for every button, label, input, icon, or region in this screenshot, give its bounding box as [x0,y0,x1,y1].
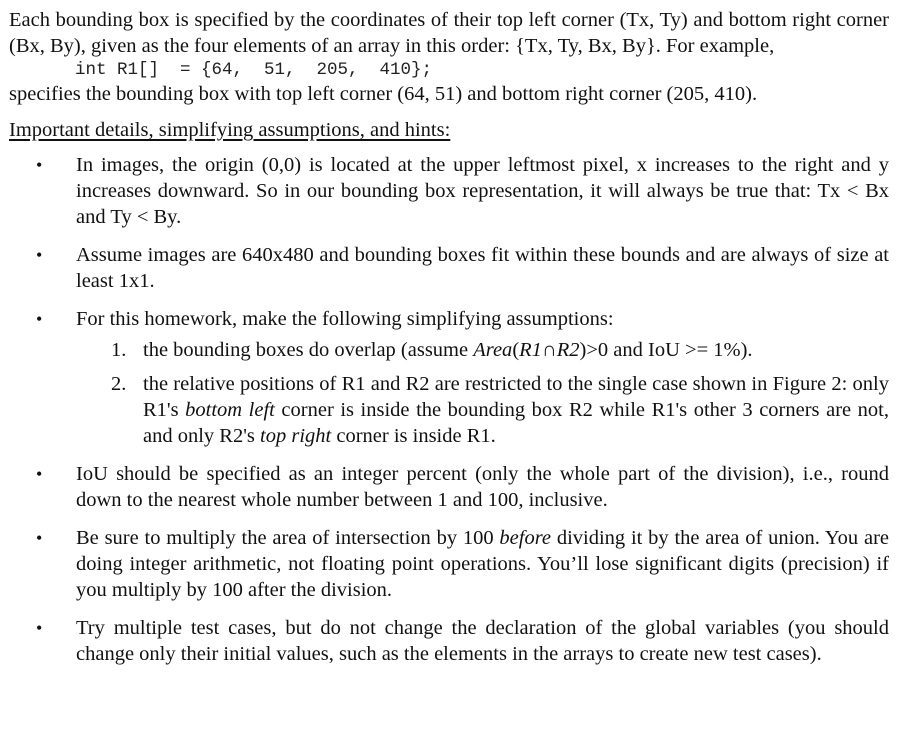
math-r1: R1 [519,339,542,361]
section-heading: Important details, simplifying assumptions, and hints: [9,119,451,141]
bullet-icon: • [36,528,43,548]
bullet-icon: • [36,464,43,484]
bullet-text: For this homework, make the following simplifying assumptions: [76,308,614,330]
math-paren-open: ( [512,339,520,361]
emphasis-text: bottom left [185,399,275,421]
list-item [9,306,889,449]
emphasis-text: top right [260,425,332,447]
sub-list [76,337,889,449]
bullet-icon: • [36,309,43,329]
sub-item-text-part: and IoU >= 1%). [608,339,753,361]
bullet-text: IoU should be specified as an integer percent (only the whole part of the division), i.e., round down to the nearest whole number between 1 and 100, inclusive. [76,463,889,511]
sub-list-item [76,371,889,449]
list-item [9,152,889,230]
sub-list-item [76,337,889,363]
bullet-text: Assume images are 640x480 and bounding boxes fit within these bounds and are always of size at least 1x1. [76,244,889,292]
sub-item-text [143,339,753,361]
bullet-text [76,525,889,603]
sub-item-number: 1. [111,339,127,361]
hints-list [9,152,889,667]
document-page [9,7,889,679]
math-intersection-symbol: ∩ [541,339,557,361]
intro-paragraph: Each bounding box is specified by the coordinates of their top left corner (Tx, Ty) and bottom right corner (Bx, By), given as the four elements of an array in this order: {Tx, Ty, Bx, By}. For example, [9,9,889,57]
bullet-text: In images, the origin (0,0) is located at the upper leftmost pixel, x increases to the right and y increases downward. So in our bounding box representation, it will always be true that: Tx < Bx and Ty < By. [76,154,889,228]
bullet-icon: • [36,245,43,265]
list-item [9,461,889,513]
sub-item-text-part: the relative positions of R1 and R2 are restricted to the single case shown in Figure 2: only R1's [143,373,889,421]
sub-item-number: 2. [111,373,127,395]
bullet-text: Try multiple test cases, but do not change the declaration of the global variables (you should change only their initial values, such as the elements in the arrays to create new test cases). [76,617,889,665]
bullet-text-part: dividing it by the area of union. You are doing integer arithmetic, not floating point operations. You’ll lose significant digits (precision) if you multiply by 100 after the division. [76,527,889,601]
bullet-icon: • [36,618,43,638]
emphasis-text: before [499,527,552,549]
math-r2: R2 [556,339,580,361]
intro-followup: specifies the bounding box with top left corner (64, 51) and bottom right corner (205, 410). [9,83,758,105]
sub-item-text [143,371,889,449]
list-item [9,242,889,294]
math-paren-close: )>0 [579,339,609,361]
sub-item-text-part: corner is inside R1. [331,425,496,447]
list-item [9,615,889,667]
math-area: Area [473,339,513,361]
bullet-text-part: Be sure to multiply the area of intersection by 100 [76,527,500,549]
list-item [9,525,889,603]
bullet-icon: • [36,155,43,175]
sub-item-text-part: corner is inside the bounding box R2 while R1's other 3 corners are not, and only R2's [143,399,889,447]
code-example: int R1[] = {64, 51, 205, 410}; [75,60,433,80]
sub-item-text-part: the bounding boxes do overlap (assume [143,339,474,361]
